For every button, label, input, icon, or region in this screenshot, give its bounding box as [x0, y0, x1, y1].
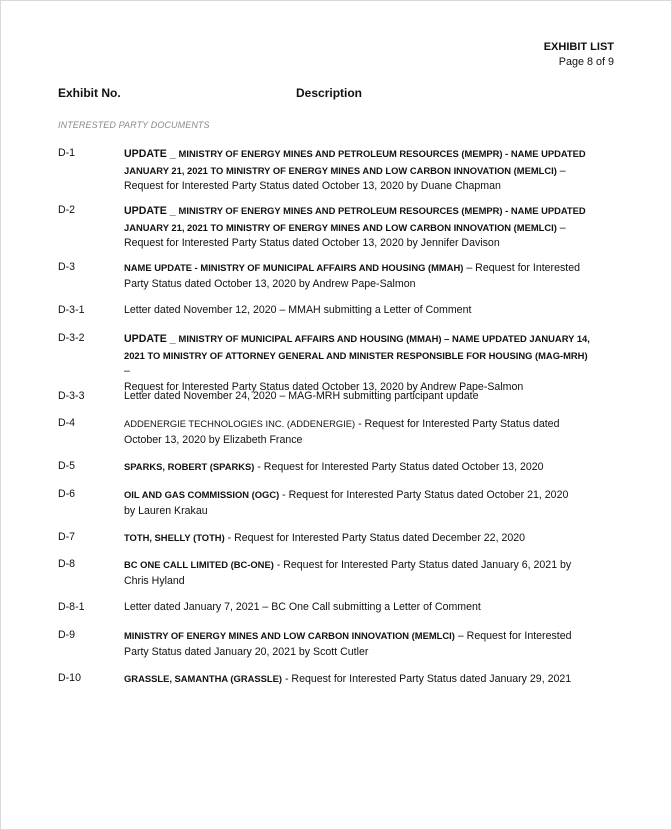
exhibit-description [124, 600, 594, 616]
description-text: – Request for Interested [454, 630, 572, 642]
update-label: UPDATE _ [124, 148, 179, 160]
section-title: INTERESTED PARTY DOCUMENTS [58, 120, 210, 130]
description-text: – [124, 365, 130, 377]
exhibit-number: D-4 [58, 417, 76, 429]
party-name-line: JANUARY 21, 2021 TO MINISTRY OF ENERGY MINES AND LOW CARBON INNOVATION (MEMLCI) [124, 164, 557, 176]
exhibit-description [124, 389, 594, 405]
description-text: Party Status dated January 20, 2021 by Scott Cutler [124, 645, 369, 658]
page-number: Page 8 of 9 [558, 56, 614, 68]
exhibit-description [124, 459, 594, 476]
party-name-line: TOTH, SHELLY (TOTH) [124, 532, 225, 543]
party-name-line: MINISTRY OF MUNICIPAL AFFAIRS AND HOUSING (MMAH) – NAME UPDATED JANUARY 14, [178, 333, 590, 344]
description-column-header: Description [296, 86, 363, 100]
party-name-line: BC ONE CALL LIMITED (BC-ONE) [124, 559, 274, 570]
party-name-line: MINISTRY OF ENERGY MINES AND PETROLEUM RESOURCES (MEMPR) - NAME UPDATED [178, 148, 586, 159]
party-name-line: NAME UPDATE - MINISTRY OF MUNICIPAL AFFAIRS AND HOUSING (MMAH) [124, 262, 464, 273]
exhibit-list-title: EXHIBIT LIST [543, 41, 614, 53]
description-text: Letter dated January 7, 2021 – BC One Call submitting a Letter of Comment [124, 601, 481, 613]
description-text: – Request for Interested [463, 262, 581, 274]
exhibit-number: D-8-1 [58, 601, 85, 613]
description-text: Request for Interested Party Status dated October 13, 2020 by Duane Chapman [124, 180, 501, 192]
exhibit-number: D-8 [58, 558, 76, 570]
exhibit-number: D-3-2 [58, 332, 85, 344]
exhibit-description [124, 260, 594, 292]
exhibit-description [124, 628, 594, 660]
exhibit-description [124, 303, 594, 319]
description-text: October 13, 2020 by Elizabeth France [124, 433, 303, 446]
exhibit-number: D-1 [58, 147, 76, 159]
party-name-line: MINISTRY OF ENERGY MINES AND PETROLEUM RESOURCES (MEMPR) - NAME UPDATED [178, 205, 586, 216]
party-name-line: MINISTRY OF ENERGY MINES AND LOW CARBON INNOVATION (MEMLCI) [124, 630, 455, 641]
exhibit-description [124, 671, 594, 688]
description-text: Request for Interested Party Status dated October 13, 2020 by Jennifer Davison [124, 237, 500, 249]
description-text: – [556, 164, 566, 177]
party-name-line: JANUARY 21, 2021 TO MINISTRY OF ENERGY MINES AND LOW CARBON INNOVATION (MEMLCI) [124, 221, 557, 233]
exhibit-number: D-3 [58, 261, 76, 273]
party-name-line: GRASSLE, SAMANTHA (GRASSLE) [124, 673, 282, 684]
description-text: - Request for Interested Party Status dated December 22, 2020 [224, 532, 526, 544]
party-name-line: ADDENERGIE TECHNOLOGIES INC. (ADDENERGIE) [124, 418, 356, 429]
description-text: - Request for Interested Party Status dated January 29, 2021 [282, 673, 572, 685]
exhibit-number: D-10 [58, 672, 81, 684]
party-name-line: SPARKS, ROBERT (SPARKS) [124, 461, 255, 472]
description-text: – [556, 221, 566, 234]
exhibit-description [124, 557, 594, 589]
exhibit-number: D-5 [58, 460, 76, 472]
update-label: UPDATE _ [124, 205, 179, 217]
description-text: Party Status dated October 13, 2020 by Andrew Pape-Salmon [124, 277, 416, 290]
description-text: - Request for Interested Party Status dated [355, 418, 560, 430]
description-text: Chris Hyland [124, 574, 185, 587]
exhibit-number: D-3-3 [58, 390, 85, 402]
description-text: Request for Interested Party Status dated October 13, 2020 by Andrew Pape-Salmon [124, 380, 524, 393]
update-label: UPDATE _ [124, 333, 179, 345]
party-name-line: OIL AND GAS COMMISSION (OGC) [124, 489, 280, 500]
exhibit-description [124, 530, 594, 547]
exhibit-number: D-9 [58, 629, 76, 641]
description-text: - Request for Interested Party Status dated January 6, 2021 by [273, 559, 572, 571]
exhibit-description [124, 331, 594, 395]
exhibit-description [124, 487, 594, 519]
description-text: by Lauren Krakau [124, 504, 208, 517]
description-text: - Request for Interested Party Status dated October 21, 2020 [279, 489, 569, 501]
exhibit-number: D-2 [58, 204, 76, 216]
exhibit-description [124, 416, 594, 448]
party-name-line: 2021 TO MINISTRY OF ATTORNEY GENERAL AND MINISTER RESPONSIBLE FOR HOUSING (MAG-MRH) [124, 349, 588, 361]
description-text: - Request for Interested Party Status dated October 13, 2020 [254, 461, 544, 473]
exhibit-no-column-header: Exhibit No. [58, 86, 121, 100]
exhibit-number: D-3-1 [58, 304, 85, 316]
exhibit-description [124, 203, 594, 252]
exhibit-number: D-6 [58, 488, 76, 500]
description-text: Letter dated November 12, 2020 – MMAH submitting a Letter of Comment [124, 304, 472, 316]
exhibit-description [124, 146, 594, 195]
exhibit-number: D-7 [58, 531, 76, 543]
description-text: Letter dated November 24, 2020 – MAG-MRH submitting participant update [124, 390, 479, 402]
